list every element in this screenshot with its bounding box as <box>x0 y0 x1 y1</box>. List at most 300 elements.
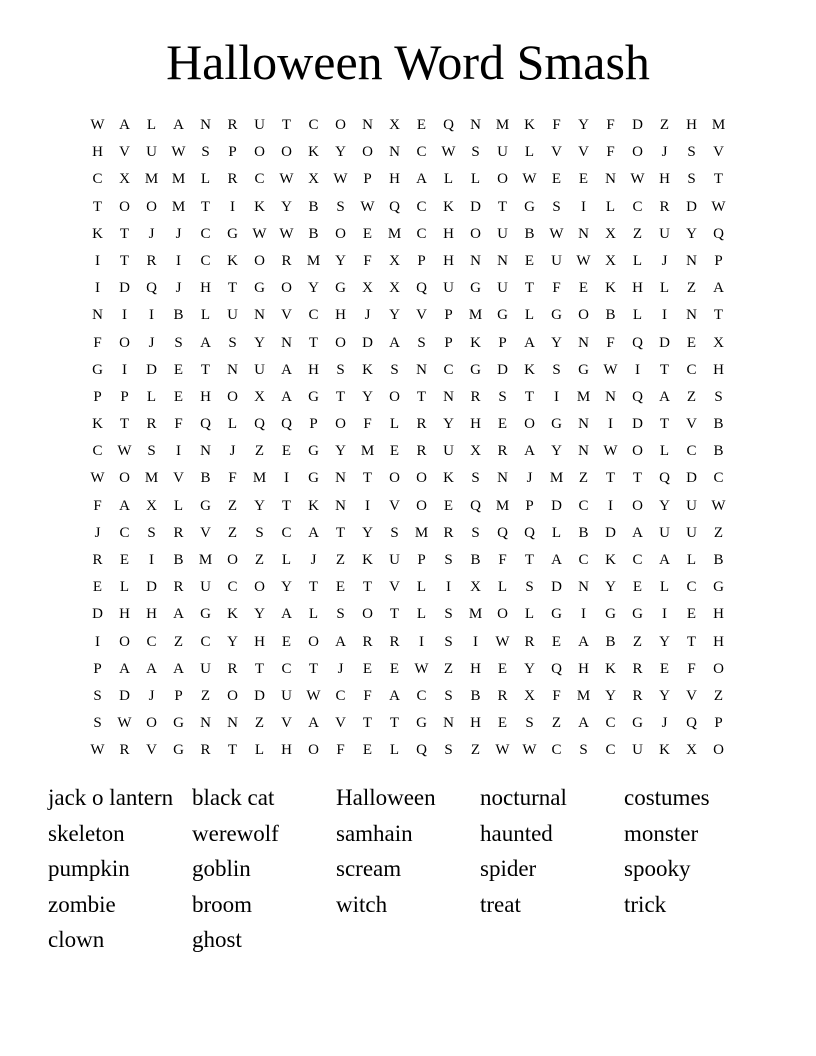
grid-letter: W <box>333 171 348 188</box>
grid-letter: Q <box>632 388 643 405</box>
grid-letter: C <box>713 470 724 487</box>
word-bank-item: goblin <box>192 856 251 881</box>
grid-letter: U <box>389 552 400 568</box>
grid-letter: A <box>578 633 589 650</box>
grid-letter: Z <box>632 633 643 650</box>
grid-letter: N <box>470 117 481 133</box>
grid-letter: C <box>551 742 562 759</box>
grid-letter: C <box>632 198 643 215</box>
grid-letter: O <box>254 252 265 269</box>
grid-letter: F <box>174 416 183 433</box>
grid-letter: T <box>119 225 130 242</box>
grid-letter: V <box>578 144 589 161</box>
grid-letter: Y <box>389 307 400 324</box>
grid-letter: E <box>497 416 508 433</box>
grid-letter: Q <box>551 660 562 677</box>
grid-letter: A <box>308 524 319 541</box>
grid-letter: V <box>146 742 157 759</box>
grid-letter: T <box>335 388 346 405</box>
grid-letter: V <box>173 470 184 487</box>
grid-letter: T <box>389 606 400 623</box>
grid-letter: O <box>335 334 346 351</box>
grid-letter: H <box>200 388 211 405</box>
grid-letter: P <box>444 307 453 324</box>
grid-letter: S <box>147 524 156 541</box>
grid-letter: B <box>308 225 319 242</box>
grid-letter: N <box>605 171 616 188</box>
grid-letter: F <box>498 552 507 568</box>
grid-letter: H <box>686 117 697 133</box>
grid-letter: V <box>389 579 400 596</box>
grid-letter: H <box>335 307 346 324</box>
grid-letter: W <box>711 198 726 215</box>
grid-letter: Z <box>335 552 346 568</box>
grid-letter: S <box>228 334 237 351</box>
grid-letter: G <box>308 443 319 460</box>
grid-letter: U <box>497 225 508 242</box>
grid-letter: W <box>522 742 537 759</box>
grid-letter: F <box>606 334 615 351</box>
grid-letter: E <box>173 388 184 405</box>
grid-letter: D <box>551 497 562 514</box>
grid-letter: B <box>713 443 724 460</box>
grid-letter: W <box>603 443 618 460</box>
grid-letter: P <box>444 334 453 351</box>
grid-letter: D <box>686 470 697 487</box>
grid-letter: Y <box>335 144 346 161</box>
grid-letter: R <box>632 687 643 704</box>
grid-letter: T <box>254 660 265 677</box>
grid-letter: L <box>632 307 643 324</box>
grid-letter: Q <box>713 225 724 242</box>
word-bank-item: witch <box>336 891 388 917</box>
grid-letter: O <box>632 144 643 161</box>
grid-letter: R <box>146 416 157 433</box>
grid-letter: N <box>443 715 454 732</box>
grid-letter: J <box>148 225 155 242</box>
grid-letter: H <box>254 633 265 650</box>
grid-letter: T <box>281 497 292 514</box>
grid-letter: A <box>659 552 670 568</box>
grid-letter: S <box>552 361 561 378</box>
grid-letter: Y <box>362 524 373 541</box>
grid-letter: A <box>146 660 157 677</box>
grid-letter: T <box>335 524 346 541</box>
grid-letter: I <box>284 470 289 487</box>
grid-letter: L <box>200 307 211 324</box>
grid-letter: P <box>417 552 426 568</box>
grid-letter: F <box>363 687 372 704</box>
grid-letter: D <box>632 117 643 133</box>
grid-letter: C <box>308 117 319 133</box>
grid-letter: D <box>497 361 508 378</box>
grid-letter: S <box>687 171 696 188</box>
grid-letter: S <box>471 524 480 541</box>
grid-letter: U <box>443 280 454 297</box>
grid-letter: H <box>200 280 211 297</box>
grid-letter: N <box>578 579 589 596</box>
grid-letter: K <box>227 252 238 269</box>
grid-letter: H <box>146 606 157 623</box>
grid-letter: T <box>92 198 103 215</box>
grid-letter: S <box>687 144 696 161</box>
grid-letter: I <box>581 606 586 623</box>
grid-letter: Z <box>686 280 697 297</box>
word-bank-item: pumpkin <box>48 856 130 881</box>
grid-letter: M <box>495 117 510 133</box>
grid-letter: F <box>363 416 372 433</box>
grid-letter: G <box>551 606 562 623</box>
grid-letter: J <box>337 660 344 677</box>
grid-letter: B <box>605 307 616 324</box>
grid-letter: C <box>605 715 616 732</box>
grid-letter: T <box>659 361 670 378</box>
grid-letter: L <box>389 416 400 433</box>
grid-letter: L <box>470 171 481 188</box>
grid-letter: L <box>227 416 238 433</box>
grid-letter: C <box>416 144 427 161</box>
grid-letter: X <box>119 171 130 188</box>
grid-letter: J <box>148 334 155 351</box>
word-search-grid <box>84 112 732 765</box>
grid-letter: Y <box>686 225 697 242</box>
grid-letter: O <box>119 334 130 351</box>
grid-letter: W <box>171 144 186 161</box>
grid-letter: Y <box>605 579 616 596</box>
grid-letter: W <box>576 252 591 269</box>
grid-letter: L <box>632 252 643 269</box>
grid-letter: P <box>363 171 372 188</box>
grid-letter: S <box>498 388 507 405</box>
grid-letter: W <box>90 470 105 487</box>
grid-letter: L <box>119 579 130 596</box>
grid-letter: G <box>308 470 319 487</box>
grid-letter: M <box>144 470 159 487</box>
grid-letter: S <box>336 606 345 623</box>
grid-letter: I <box>122 361 127 378</box>
grid-letter: I <box>365 497 370 514</box>
grid-letter: W <box>360 198 375 215</box>
grid-letter: G <box>200 606 211 623</box>
grid-letter: X <box>362 280 373 297</box>
grid-letter: D <box>92 606 103 623</box>
grid-letter: W <box>252 225 267 242</box>
grid-letter: C <box>92 171 103 188</box>
grid-letter: K <box>308 144 319 161</box>
grid-letter: A <box>713 280 724 297</box>
grid-letter: E <box>389 443 400 460</box>
grid-letter: N <box>227 361 238 378</box>
word-bank-item: clown <box>48 927 105 952</box>
grid-letter: A <box>551 552 562 568</box>
grid-letter: A <box>119 117 130 133</box>
grid-letter: A <box>281 388 292 405</box>
grid-letter: V <box>389 497 400 514</box>
word-bank-item: spider <box>480 856 537 881</box>
grid-letter: Q <box>659 470 670 487</box>
grid-letter: O <box>308 742 319 759</box>
grid-letter: D <box>605 524 616 541</box>
grid-letter: O <box>632 497 643 514</box>
grid-letter: M <box>468 307 483 324</box>
grid-letter: J <box>175 225 182 242</box>
grid-letter: T <box>119 416 130 433</box>
grid-letter: G <box>92 361 103 378</box>
grid-letter: N <box>605 388 616 405</box>
grid-letter: T <box>227 280 238 297</box>
grid-letter: K <box>605 552 616 568</box>
grid-letter: Z <box>173 633 184 650</box>
grid-letter: S <box>336 361 345 378</box>
grid-letter: C <box>119 524 130 541</box>
grid-letter: Q <box>389 198 400 215</box>
grid-letter: R <box>659 198 670 215</box>
grid-letter: L <box>389 742 400 759</box>
grid-letter: I <box>95 280 100 297</box>
grid-letter: U <box>659 524 670 541</box>
grid-letter: J <box>175 280 182 297</box>
grid-letter: Y <box>281 198 292 215</box>
grid-letter: G <box>497 307 508 324</box>
grid-letter: H <box>713 606 724 623</box>
grid-letter: S <box>93 687 102 704</box>
grid-letter: B <box>470 687 481 704</box>
grid-letter: E <box>119 552 130 568</box>
grid-letter: A <box>389 334 400 351</box>
grid-letter: O <box>119 633 130 650</box>
grid-letter: M <box>414 524 429 541</box>
grid-letter: Q <box>254 416 265 433</box>
grid-letter: O <box>227 552 238 568</box>
grid-letter: Y <box>551 334 562 351</box>
grid-letter: I <box>662 606 667 623</box>
grid-letter: K <box>362 552 373 568</box>
grid-letter: Q <box>524 524 535 541</box>
grid-letter: W <box>603 361 618 378</box>
grid-letter: V <box>281 715 292 732</box>
grid-letter: E <box>578 171 589 188</box>
grid-letter: X <box>308 171 319 188</box>
grid-letter: I <box>230 198 235 215</box>
page-title: Halloween Word Smash <box>166 34 650 90</box>
grid-letter: O <box>335 225 346 242</box>
word-bank <box>48 780 768 958</box>
grid-letter: H <box>659 171 670 188</box>
grid-letter: J <box>661 715 668 732</box>
grid-letter: L <box>659 280 670 297</box>
grid-letter: K <box>227 606 238 623</box>
grid-letter: T <box>362 715 373 732</box>
grid-letter: M <box>171 171 186 188</box>
grid-letter: N <box>362 117 373 133</box>
grid-letter: U <box>281 687 292 704</box>
grid-letter: G <box>524 198 535 215</box>
grid-letter: I <box>662 307 667 324</box>
grid-letter: O <box>254 579 265 596</box>
grid-letter: H <box>632 280 643 297</box>
grid-letter: E <box>659 660 670 677</box>
grid-letter: O <box>524 416 535 433</box>
grid-letter: V <box>686 687 697 704</box>
grid-letter: T <box>416 388 427 405</box>
grid-letter: G <box>227 225 238 242</box>
grid-letter: E <box>335 579 346 596</box>
grid-letter: O <box>497 171 508 188</box>
grid-letter: H <box>92 144 103 161</box>
grid-letter: E <box>362 742 373 759</box>
grid-letter: S <box>471 470 480 487</box>
grid-letter: B <box>200 470 211 487</box>
grid-letter: L <box>173 497 184 514</box>
grid-letter: C <box>227 579 238 596</box>
grid-letter: Y <box>362 388 373 405</box>
grid-letter: T <box>362 579 373 596</box>
word-bank-item: monster <box>624 820 699 846</box>
grid-letter: Q <box>470 497 481 514</box>
grid-letter: S <box>525 715 534 732</box>
grid-letter: A <box>200 334 211 351</box>
grid-letter: J <box>229 443 236 460</box>
grid-letter: Z <box>632 225 643 242</box>
grid-letter: J <box>364 307 371 324</box>
grid-letter: R <box>497 443 508 460</box>
grid-letter: P <box>120 388 129 405</box>
grid-letter: M <box>144 171 159 188</box>
grid-letter: D <box>659 334 670 351</box>
grid-letter: A <box>389 687 400 704</box>
grid-letter: R <box>227 660 238 677</box>
grid-letter: C <box>200 633 211 650</box>
grid-letter: Q <box>416 742 427 759</box>
grid-letter: H <box>470 715 481 732</box>
grid-letter: N <box>416 361 427 378</box>
grid-letter: E <box>416 117 427 133</box>
grid-letter: I <box>608 416 613 433</box>
grid-letter: H <box>470 660 481 677</box>
grid-letter: S <box>174 334 183 351</box>
grid-letter: Z <box>551 715 562 732</box>
word-bank-item: costumes <box>624 785 710 810</box>
grid-letter: W <box>279 225 294 242</box>
grid-letter: K <box>92 416 103 433</box>
grid-letter: V <box>119 144 130 161</box>
grid-letter: A <box>416 171 427 188</box>
grid-letter: E <box>632 579 643 596</box>
grid-letter: A <box>308 715 319 732</box>
grid-letter: O <box>119 470 130 487</box>
grid-letter: V <box>281 307 292 324</box>
grid-letter: M <box>495 497 510 514</box>
grid-letter: G <box>605 606 616 623</box>
grid-letter: E <box>362 660 373 677</box>
grid-letter: F <box>93 334 102 351</box>
grid-letter: N <box>281 334 292 351</box>
grid-letter: B <box>578 524 589 541</box>
grid-letter: V <box>335 715 346 732</box>
grid-letter: R <box>200 742 211 759</box>
grid-letter: U <box>200 579 211 596</box>
grid-letter: Z <box>578 470 589 487</box>
grid-letter: U <box>686 497 697 514</box>
grid-letter: Z <box>227 497 238 514</box>
grid-letter: I <box>419 633 424 650</box>
grid-letter: B <box>173 552 184 568</box>
word-bank-item: nocturnal <box>480 785 567 810</box>
word-bank-item: broom <box>192 891 253 917</box>
grid-letter: F <box>552 280 561 297</box>
grid-letter: S <box>390 524 399 541</box>
grid-letter: E <box>281 633 292 650</box>
grid-letter: C <box>308 307 319 324</box>
grid-letter: A <box>524 334 535 351</box>
grid-letter: T <box>686 633 697 650</box>
grid-letter: X <box>254 388 265 405</box>
grid-letter: Y <box>659 497 670 514</box>
grid-letter: V <box>551 144 562 161</box>
grid-letter: C <box>281 660 292 677</box>
grid-letter: K <box>362 361 373 378</box>
grid-letter: Q <box>146 280 157 297</box>
grid-letter: W <box>441 144 456 161</box>
grid-letter: O <box>416 470 427 487</box>
grid-letter: C <box>416 225 427 242</box>
grid-letter: O <box>470 225 481 242</box>
grid-letter: C <box>686 361 697 378</box>
grid-letter: P <box>174 687 183 704</box>
grid-letter: R <box>119 742 130 759</box>
grid-letter: S <box>201 144 210 161</box>
grid-letter: S <box>525 579 534 596</box>
grid-letter: J <box>661 252 668 269</box>
grid-letter: O <box>146 715 157 732</box>
grid-letter: N <box>443 388 454 405</box>
grid-letter: V <box>200 524 211 541</box>
grid-letter: C <box>443 361 454 378</box>
grid-letter: G <box>470 361 481 378</box>
grid-letter: Y <box>524 660 535 677</box>
grid-letter: L <box>551 524 562 541</box>
grid-letter: G <box>551 307 562 324</box>
grid-letter: S <box>390 361 399 378</box>
grid-letter: C <box>254 171 265 188</box>
grid-letter: C <box>605 742 616 759</box>
grid-letter: Z <box>659 117 670 133</box>
grid-letter: R <box>416 416 427 433</box>
grid-letter: N <box>200 715 211 732</box>
grid-letter: A <box>578 715 589 732</box>
grid-letter: A <box>173 660 184 677</box>
grid-letter: P <box>93 660 102 677</box>
grid-letter: Z <box>254 443 265 460</box>
grid-letter: N <box>497 252 508 269</box>
grid-letter: O <box>389 470 400 487</box>
grid-letter: I <box>95 633 100 650</box>
grid-letter: R <box>524 633 535 650</box>
grid-letter: U <box>551 252 562 269</box>
grid-letter: O <box>632 443 643 460</box>
grid-letter: H <box>443 225 454 242</box>
grid-letter: H <box>389 171 400 188</box>
grid-letter: T <box>308 334 319 351</box>
grid-letter: Q <box>686 715 697 732</box>
grid-letter: F <box>552 687 561 704</box>
grid-letter: M <box>576 687 591 704</box>
grid-letter: D <box>470 198 481 215</box>
grid-letter: P <box>93 388 102 405</box>
word-bank-item: spooky <box>624 856 691 881</box>
grid-letter: C <box>335 687 346 704</box>
grid-letter: M <box>549 470 564 487</box>
